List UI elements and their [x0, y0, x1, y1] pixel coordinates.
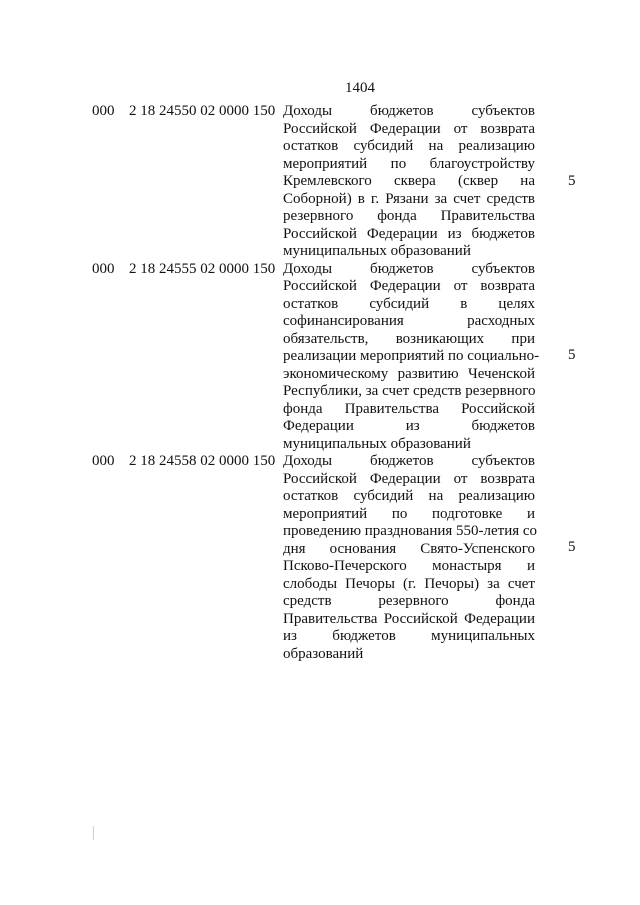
description-line: проведению празднования 550-летия со: [283, 523, 538, 539]
description-line: образований: [283, 645, 364, 662]
revenue-description: [283, 103, 535, 261]
description-line: дня основания Свято-Успенского: [283, 540, 535, 557]
description-line: средств резервного фонда: [283, 593, 535, 609]
budget-classification-code: 2 18 24550 02 0000 150: [129, 103, 276, 119]
description-line: из бюджетов муниципальных: [283, 628, 535, 644]
scan-artifact: [93, 826, 94, 840]
description-line: муниципальных образований: [283, 243, 471, 259]
description-line: остатков субсидий на реализацию: [283, 488, 535, 504]
description-line: экономическому развитию Чеченской: [283, 365, 535, 382]
description-line: Доходы бюджетов субъектов: [283, 260, 535, 277]
description-line: мероприятий по подготовке и: [283, 505, 535, 522]
description-line: остатков субсидий в целях: [283, 295, 535, 312]
table-row: [0, 453, 640, 663]
table-row: [0, 261, 640, 454]
revenue-table: [0, 103, 640, 663]
description-line: Российской Федерации от возврата: [283, 470, 535, 487]
description-line: Федерации из бюджетов: [283, 418, 535, 434]
description-line: софинансирования расходных: [283, 313, 535, 329]
description-line: остатков субсидий на реализацию: [283, 138, 535, 154]
amount-value: 5: [568, 539, 576, 555]
description-line: Доходы бюджетов субъектов: [283, 103, 535, 119]
description-line: мероприятий по благоустройству: [283, 155, 535, 172]
description-line: Российской Федерации от возврата: [283, 120, 535, 137]
description-line: резервного фонда Правительства: [283, 208, 535, 224]
admin-code: 000: [92, 453, 115, 469]
description-line: муниципальных образований: [283, 435, 471, 452]
budget-classification-code: 2 18 24555 02 0000 150: [129, 260, 276, 277]
description-line: фонда Правительства Российской: [283, 400, 535, 417]
admin-code: 000: [92, 103, 115, 119]
description-line: Российской Федерации из бюджетов: [283, 225, 535, 242]
budget-classification-code: 2 18 24558 02 0000 150: [129, 453, 276, 469]
table-row: [0, 103, 640, 261]
description-line: Доходы бюджетов субъектов: [283, 453, 535, 469]
revenue-description: [283, 453, 538, 663]
description-line: Псково-Печерского монастыря и: [283, 558, 535, 574]
description-line: Соборной) в г. Рязани за счет средств: [283, 190, 535, 207]
description-line: реализации мероприятий по социально-: [283, 348, 540, 364]
admin-code: 000: [92, 260, 115, 277]
description-line: Республики, за счет средств резервного: [283, 383, 536, 399]
description-line: обязательств, возникающих при: [283, 330, 535, 347]
revenue-description: [283, 260, 540, 454]
description-line: Правительства Российской Федерации: [283, 610, 535, 627]
description-line: слободы Печоры (г. Печоры) за счет: [283, 575, 535, 592]
description-line: Российской Федерации от возврата: [283, 278, 535, 294]
amount-value: 5: [568, 346, 576, 363]
page-number: 1404: [345, 80, 375, 96]
description-line: Кремлевского сквера (сквер на: [283, 173, 535, 189]
amount-value: 5: [568, 173, 576, 189]
